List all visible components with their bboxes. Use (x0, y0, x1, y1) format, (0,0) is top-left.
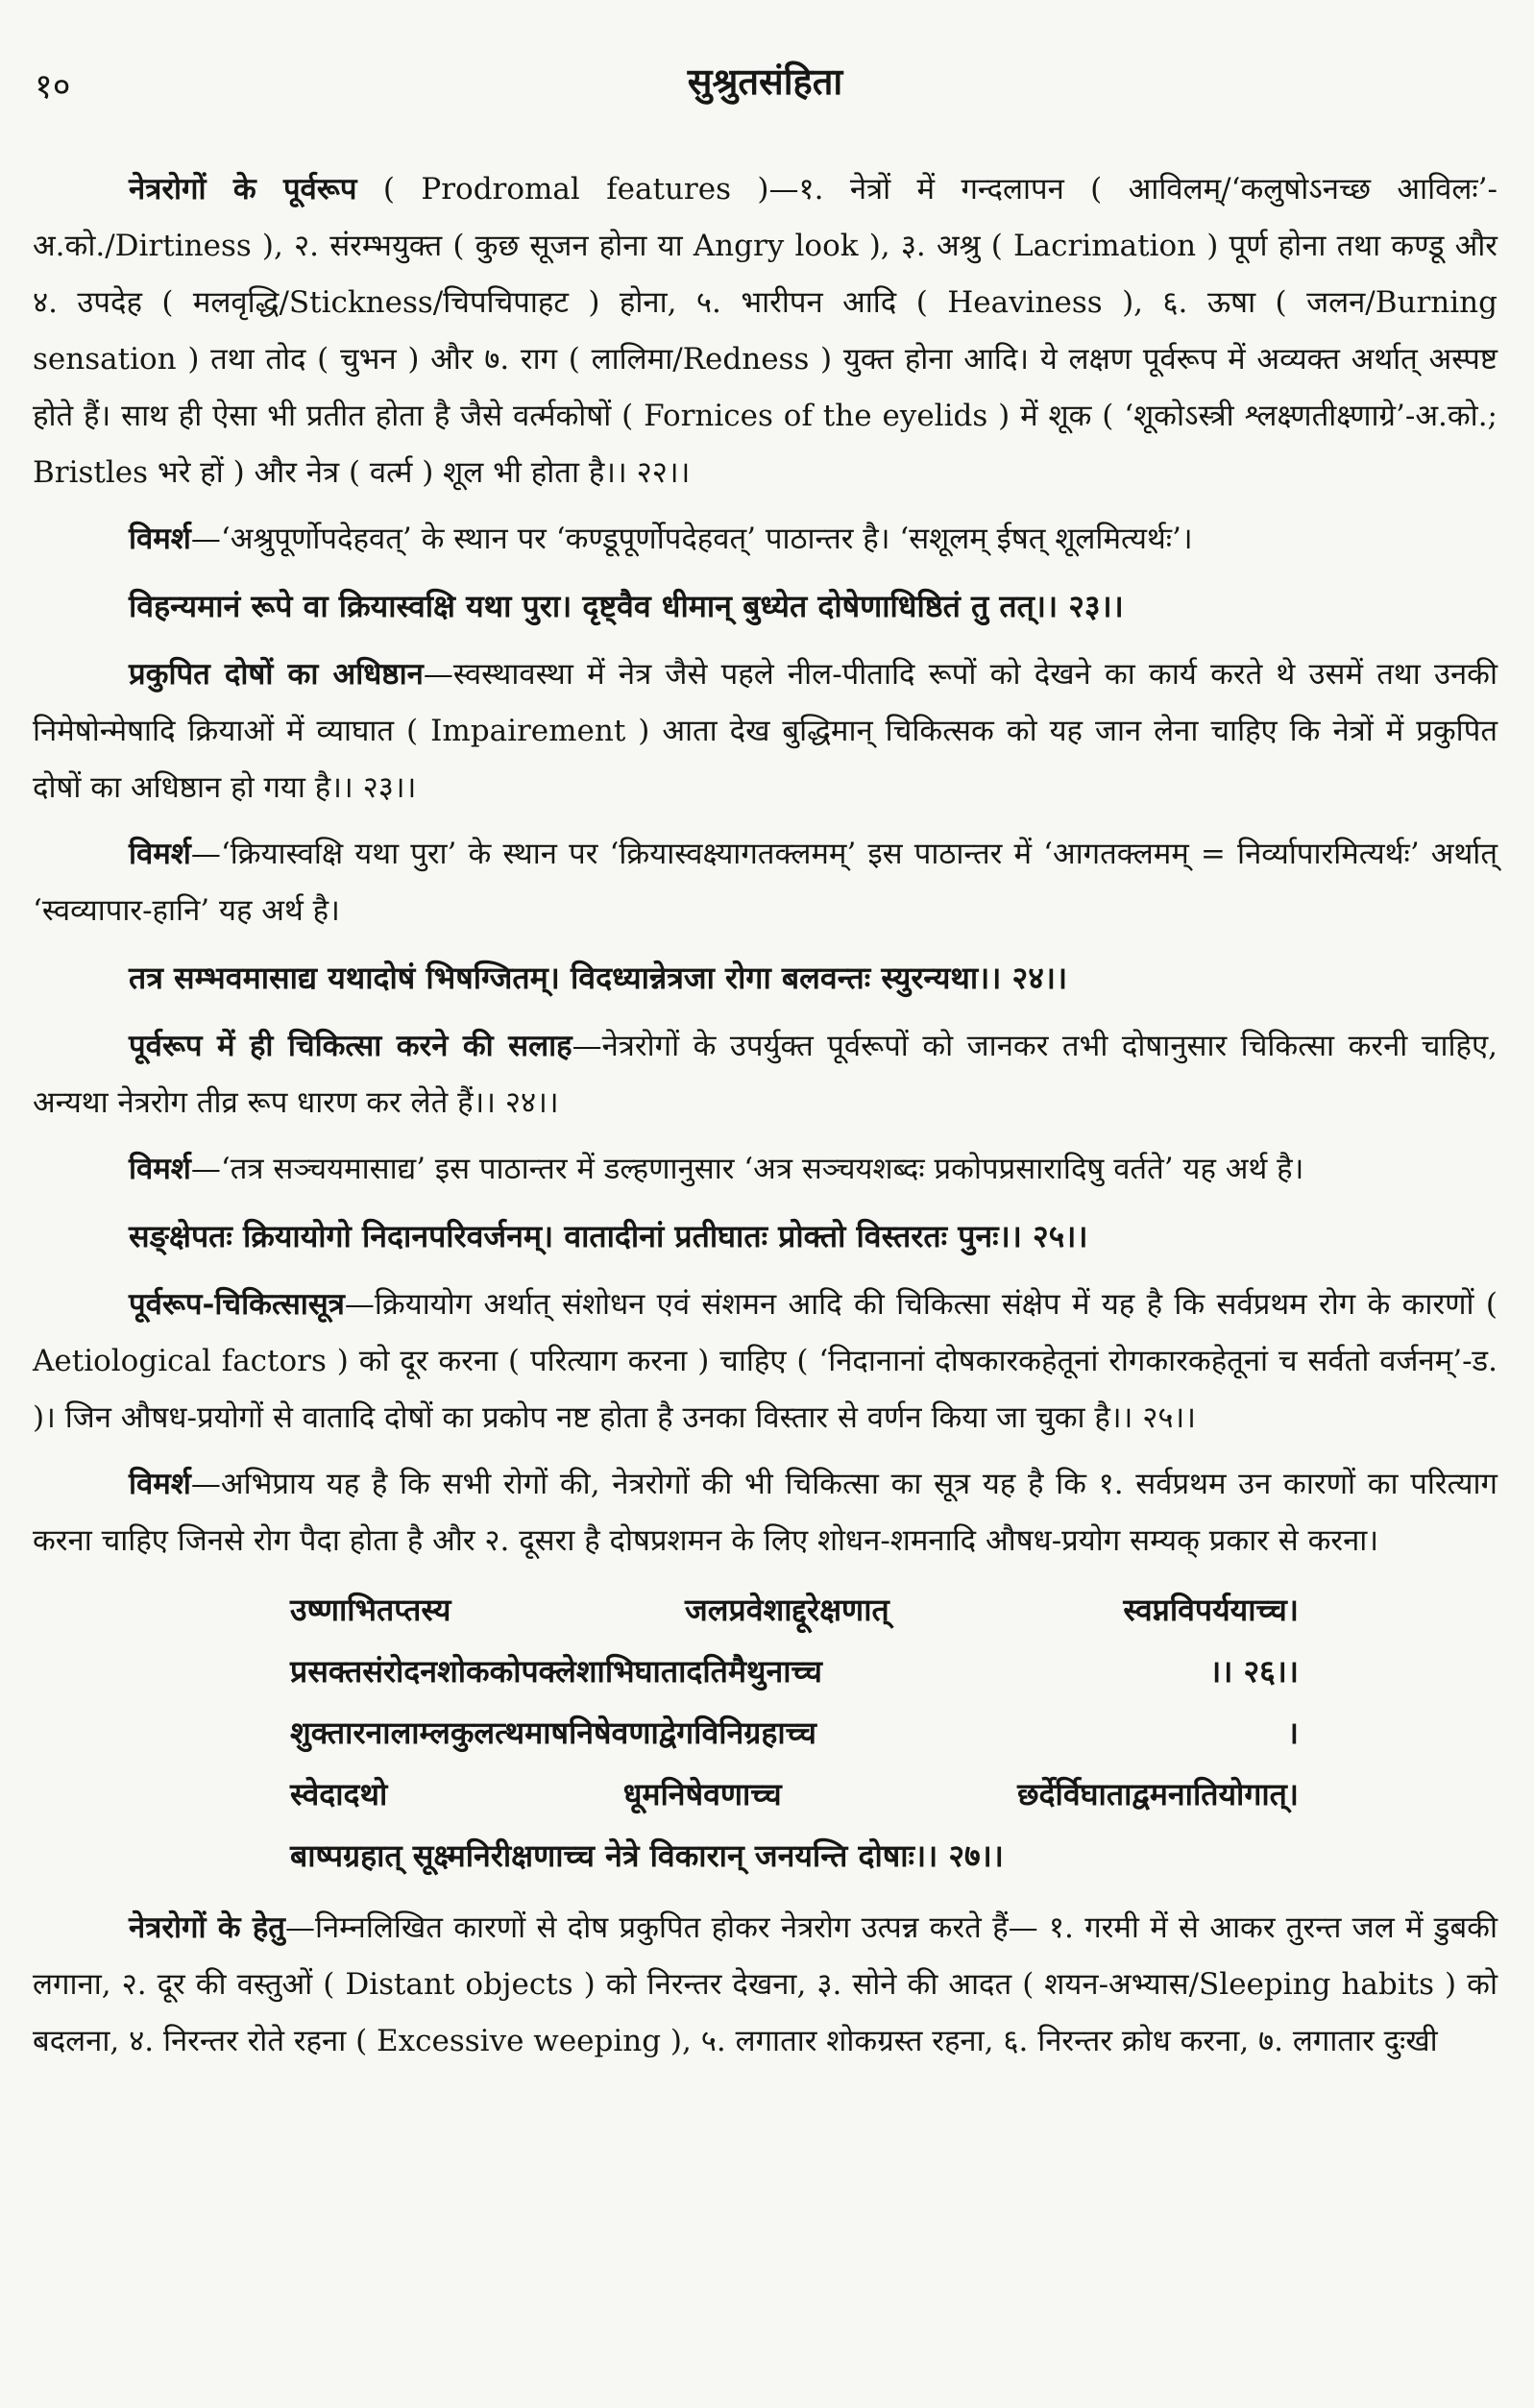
verse-25: सङ्क्षेपतः क्रियायोगो निदानपरिवर्जनम्। वातादीनां प्रतीघातः प्रोक्तो विस्तरतः पुनः।। २५।। (129, 1218, 1088, 1254)
verse-23: विहन्यमानं रूपे वा क्रियास्वक्षि यथा पुरा। दृष्ट्वैव धीमान् बुध्येत दोषेणाधिष्ठितं तु तत्।। २३।। (129, 588, 1124, 624)
verse-line (290, 1641, 1299, 1702)
paragraph-treatment-sutra (33, 1277, 1497, 1447)
verse-line (290, 1702, 1299, 1763)
page-header (33, 56, 1497, 113)
paragraph-heading: विमर्श (129, 522, 191, 556)
paragraph-heading: पूर्वरूप में ही चिकित्सा करने की सलाह (129, 1029, 572, 1063)
paragraph-heading: पूर्वरूप-चिकित्सासूत्र (129, 1287, 345, 1322)
paragraph-vimarsha-1 (33, 511, 1497, 568)
paragraph-heading: विमर्श (129, 1467, 191, 1501)
paragraph-vimarsha-4 (33, 1456, 1497, 1569)
paragraph-text: —‘क्रियास्वक्षि यथा पुरा’ के स्थान पर ‘क्रियास्वक्ष्यागतक्लमम्’ इस पाठान्तर में ‘आगतक्लमम् = निर्व्यापारमित्यर्थः’ अर्थात् ‘स्वव्यापार-हानि’ यह अर्थ है। (33, 837, 1497, 928)
verse-fragment: छर्देर्विघाताद्वमनातियोगात्। (1017, 1776, 1299, 1812)
verse-block-26-27 (33, 1579, 1497, 1886)
paragraph-heading: विमर्श (129, 837, 191, 871)
paragraph-text: —क्रियायोग अर्थात् संशोधन एवं संशमन आदि की चिकित्सा संक्षेप में यह है कि सर्वप्रथम रोग के कारणों ( Aetiological factors ) को दूर करना ( परित्याग करना ) चाहिए ( ‘निदानानां दोषकारकहेतूनां रोगकारकहेतूनां च सर्वतो वर्जनम्’-ड. )। जिन औषध-प्रयोगों से वातादि दोषों का प्रकोप नष्ट होता है उनका विस्तार से वर्णन किया जा चुका है।। २५।। (33, 1287, 1497, 1435)
verse-line (290, 1579, 1299, 1641)
verse-24: तत्र सम्भवमासाद्य यथादोषं भिषग्जितम्। विदध्यान्नेत्रजा रोगा बलवन्तः स्युरन्यथा।। २४।। (129, 960, 1068, 996)
verse-fragment: उष्णाभितप्तस्य (290, 1592, 451, 1628)
paragraph-text: —निम्नलिखित कारणों से दोष प्रकुपित होकर नेत्ररोग उत्पन्न करते हैं— १. गरमी में से आकर तुरन्त जल में डुबकी लगाना, २. दूर की वस्तुओं ( Distant objects ) को निरन्तर देखना, ३. सोने की आदत ( शयन-अभ्यास/Sleeping habits ) को बदलना, ४. निरन्तर रोते रहना ( Excessive weeping ), ५. लगातार शोकग्रस्त रहना, ६. निरन्तर क्रोध करना, ७. लगातार दुःखी (33, 1910, 1497, 2058)
page-body (33, 161, 1497, 2070)
verse-fragment: स्वेदादथो (290, 1776, 388, 1812)
paragraph-heading: नेत्ररोगों के हेतु (129, 1910, 285, 1945)
paragraph-heading: प्रकुपित दोषों का अधिष्ठान (129, 657, 424, 692)
paragraph-text: —‘तत्र सञ्चयमासाद्य’ इस पाठान्तर में डल्हणानुसार ‘अत्र सञ्चयशब्दः प्रकोपप्रसारादिषु वर्तते’ यह अर्थ है। (190, 1152, 1304, 1186)
verse-fragment: स्वप्नविपर्ययाच्च। (1123, 1592, 1299, 1628)
verse-fragment: धूमनिषेवणाच्च (622, 1776, 782, 1812)
paragraph-heading: नेत्ररोगों के पूर्वरूप (129, 172, 357, 207)
verse-number: ।। २६।। (1209, 1653, 1299, 1690)
verse-danda: । (1286, 1715, 1299, 1751)
paragraph-text: —नेत्ररोगों के उपर्युक्त पूर्वरूपों को जानकर तभी दोषानुसार चिकित्सा करनी चाहिए, अन्यथा नेत्ररोग तीव्र रूप धारण कर लेते हैं।। २४।। (33, 1029, 1498, 1120)
verse-line (290, 1763, 1299, 1825)
paragraph-text: —स्वस्थावस्था में नेत्र जैसे पहले नील-पीतादि रूपों को देखने का कार्य करते थे उसमें तथा उनकी निमेषोन्मेषादि क्रियाओं में व्याघात ( Impairement ) आता देख बुद्धिमान् चिकित्सक को यह जान लेना चाहिए कि नेत्रों में प्रकुपित दोषों का अधिष्ठान हो गया है।। २३।। (33, 657, 1497, 805)
verse-line (290, 1825, 1299, 1886)
running-title: सुश्रुतसंहिता (687, 60, 843, 103)
paragraph-text: —अभिप्राय यह है कि सभी रोगों की, नेत्ररोगों की भी चिकित्सा का सूत्र यह है कि १. सर्वप्रथम उन कारणों का परित्याग करना चाहिए जिनसे रोग पैदा होता है और २. दूसरा है दोषप्रशमन के लिए शोधन-शमनादि औषध-प्रयोग सम्यक् प्रकार से करना। (33, 1467, 1497, 1558)
page-number: १० (35, 67, 71, 107)
paragraph-causes (33, 1900, 1497, 2070)
paragraph-vimarsha-3 (33, 1141, 1497, 1198)
verse-fragment: शुक्तारनालाम्लकुलत्थमाषनिषेवणाद्वेगविनिग्रहाच्च (290, 1715, 817, 1751)
paragraph-dosha-adhishthana (33, 646, 1497, 816)
paragraph-vimarsha-2 (33, 826, 1497, 939)
verse-fragment: बाष्पग्रहात् सूक्ष्मनिरीक्षणाच्च नेत्रे विकारान् जनयन्ति दोषाः।। २७।। (290, 1837, 1004, 1874)
paragraph-heading: विमर्श (129, 1152, 191, 1186)
paragraph-text: ( Prodromal features )—१. नेत्रों में गन्दलापन ( आविलम्/‘कलुषोऽनच्छ आविलः’-अ.को./Dirtiness ), २. संरम्भयुक्त ( कुछ सूजन होना या Angry look ), ३. अश्रु ( Lacrimation ) पूर्ण होना तथा कण्डू और ४. उपदेह ( मलवृद्धि/Stickness/चिपचिपाहट ) होना, ५. भारीपन आदि ( Heaviness ), ६. ऊषा ( जलन/Burning sensation ) तथा तोद ( चुभन ) और ७. राग ( लालिमा/Redness ) युक्त होना आदि। ये लक्षण पूर्वरूप में अव्यक्त अर्थात् अस्पष्ट होते हैं। साथ ही ऐसा भी प्रतीत होता है जैसे वर्त्मकोषों ( Fornices of the eyelids ) में शूक ( ‘शूकोऽस्त्री श्लक्ष्णतीक्ष्णाग्रे’-अ.को.; Bristles भरे हों ) और नेत्र ( वर्त्म ) शूल भी होता है।। २२।। (33, 172, 1497, 490)
paragraph-prodromal-features (33, 161, 1497, 501)
verse-fragment: जलप्रवेशाद्दूरेक्षणात् (685, 1592, 889, 1628)
paragraph-text: —‘अश्रुपूर्णोपदेहवत्’ के स्थान पर ‘कण्डूपूर्णोपदेहवत्’ पाठान्तर है। ‘सशूलम् ईषत् शूलमित्यर्थः’। (190, 522, 1193, 556)
verse-fragment: प्रसक्तसंरोदनशोककोपक्लेशाभिघातादतिमैथुनाच्च (290, 1653, 822, 1690)
paragraph-early-treatment (33, 1018, 1497, 1131)
